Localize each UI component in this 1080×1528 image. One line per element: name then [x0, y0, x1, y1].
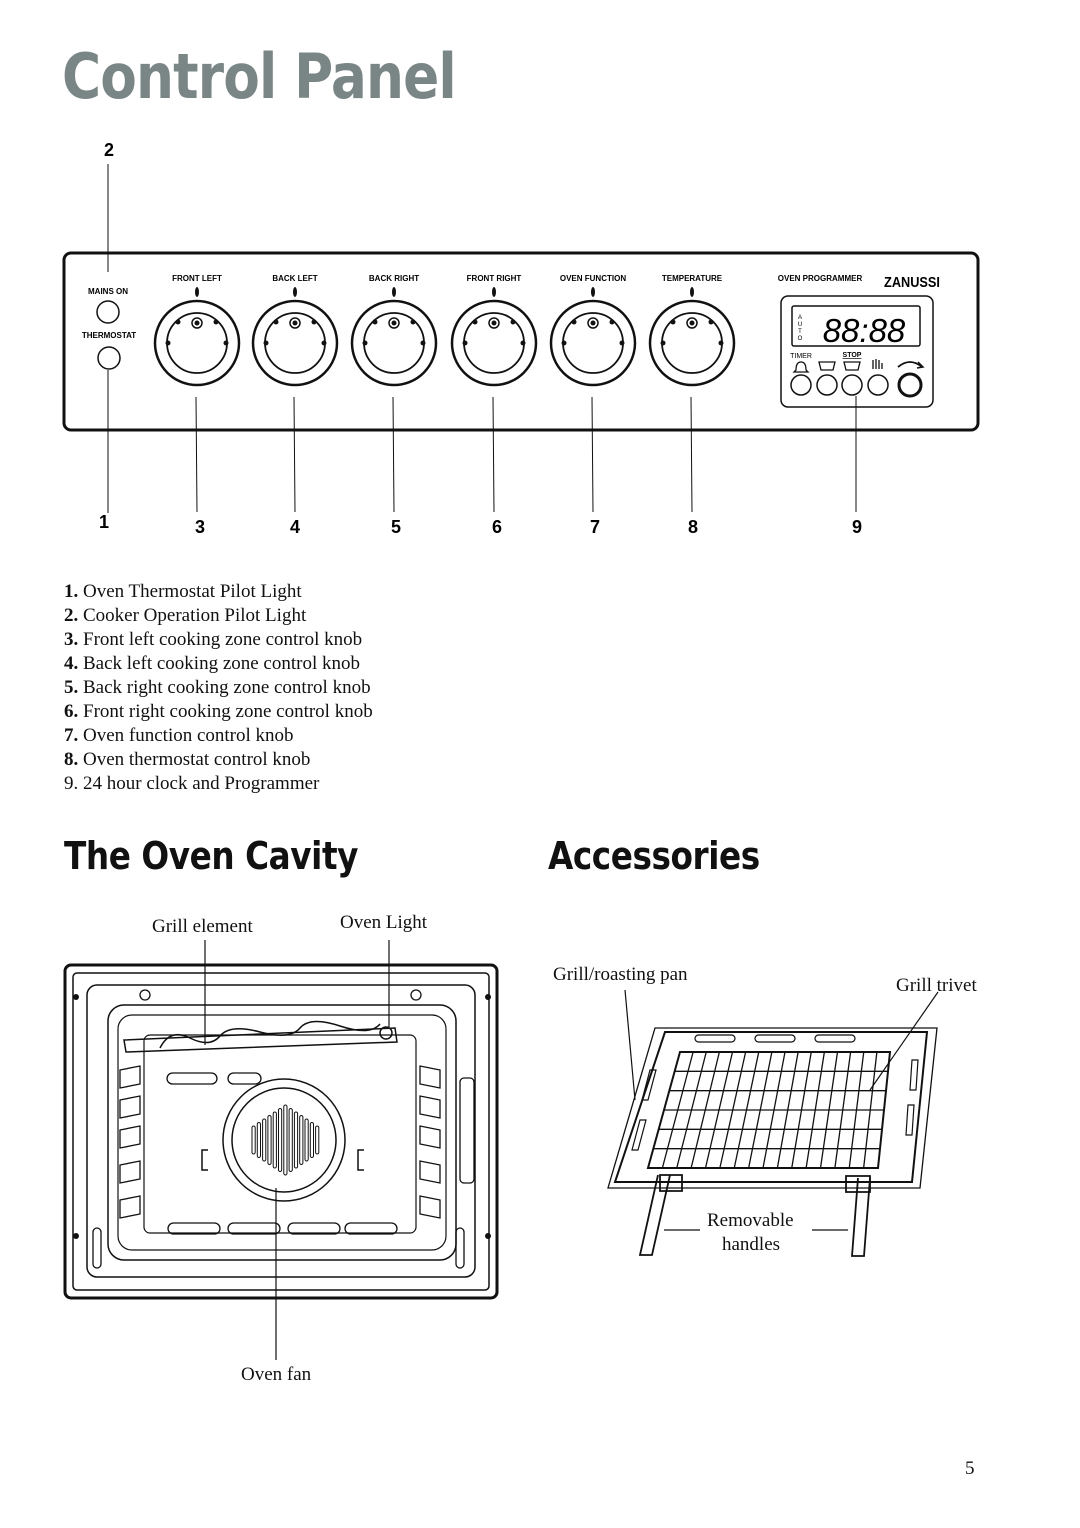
legend-item: 2. Cooker Operation Pilot Light	[64, 605, 307, 626]
callout-5: 5	[390, 517, 402, 537]
mains-on-label: MAINS ON	[88, 287, 128, 296]
removable-handles	[640, 1175, 870, 1256]
callout-2: 2	[103, 140, 115, 160]
legend-item: 3. Front left cooking zone control knob	[64, 629, 363, 650]
svg-text:A: A	[797, 315, 803, 321]
legend-item: 5. Back right cooking zone control knob	[64, 677, 371, 698]
thermostat-label: THERMOSTAT	[81, 331, 137, 340]
trivet-label: Grill trivet	[896, 975, 977, 996]
svg-text:O: O	[797, 336, 803, 342]
knob-label-2: BACK RIGHT	[368, 274, 420, 283]
legend-item: 1. Oven Thermostat Pilot Light	[64, 581, 302, 602]
grill-pan-diagram	[540, 990, 960, 1270]
oven-cavity-heading: The Oven Cavity	[64, 834, 359, 878]
page-number: 5	[965, 1458, 975, 1479]
page-title: Control Panel	[62, 40, 456, 113]
callout-8: 8	[687, 517, 699, 537]
timer-label: TIMER	[790, 353, 812, 360]
grill-element-label: Grill element	[152, 916, 253, 937]
svg-text:U: U	[797, 322, 803, 328]
knob-label-1: BACK LEFT	[272, 274, 318, 283]
handles-label-2: handles	[722, 1234, 781, 1255]
svg-text:T: T	[798, 329, 802, 335]
parts-legend	[64, 580, 373, 796]
knob-label-5: TEMPERATURE	[661, 274, 723, 283]
programmer-label: OVEN PROGRAMMER	[777, 274, 863, 283]
legend-item: 9. 24 hour clock and Programmer	[64, 773, 320, 794]
knob-label-0: FRONT LEFT	[172, 274, 222, 283]
legend-item: 4. Back left cooking zone control knob	[64, 653, 361, 674]
callout-4: 4	[289, 517, 301, 537]
accessories-heading: Accessories	[548, 834, 760, 878]
control-panel-diagram	[0, 0, 1080, 560]
callout-9: 9	[851, 517, 863, 537]
oven-fan	[223, 1079, 345, 1201]
legend-item: 6. Front right cooking zone control knob	[64, 701, 373, 722]
knob-label-4: OVEN FUNCTION	[559, 274, 627, 283]
oven-cavity-diagram	[0, 940, 520, 1370]
handles-label-1: Removable	[707, 1210, 794, 1231]
legend-item: 8. Oven thermostat control knob	[64, 749, 311, 770]
pan-label: Grill/roasting pan	[553, 964, 688, 985]
oven-fan-label: Oven fan	[241, 1364, 312, 1385]
callout-6: 6	[491, 517, 503, 537]
knob-label-3: FRONT RIGHT	[466, 274, 522, 283]
legend-item: 7. Oven function control knob	[64, 725, 294, 746]
stop-label: STOP	[842, 352, 862, 359]
grill-trivet	[648, 1052, 890, 1168]
oven-light-label: Oven Light	[340, 912, 428, 933]
callout-1: 1	[98, 512, 110, 532]
display-digits: 88:88	[822, 312, 906, 349]
brand-logo: ZANUSSI	[884, 272, 940, 291]
callout-3: 3	[194, 517, 206, 537]
callout-7: 7	[589, 517, 601, 537]
